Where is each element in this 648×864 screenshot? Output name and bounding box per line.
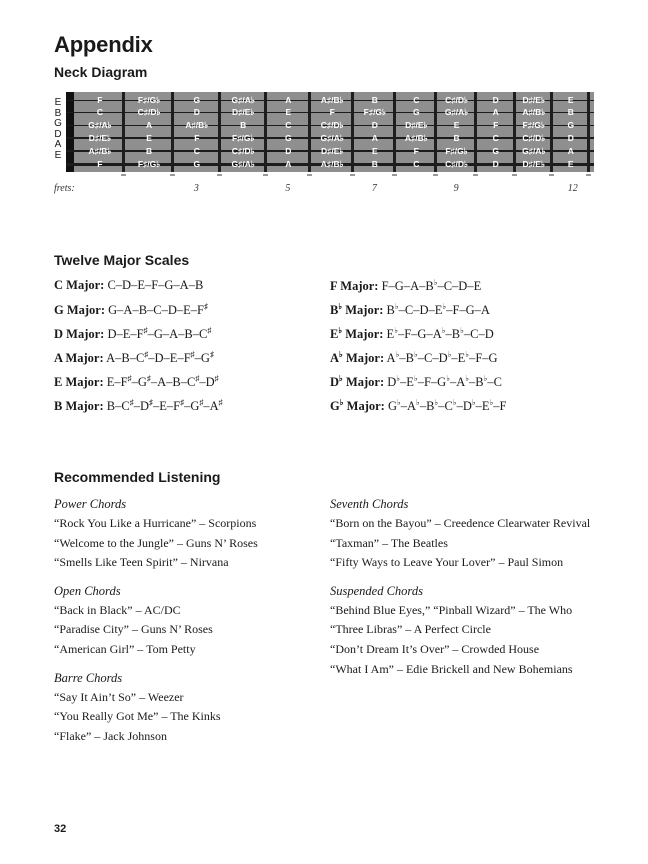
string-name: E (54, 149, 62, 161)
listening-category: Suspended Chords (330, 583, 423, 598)
scale-row (54, 326, 324, 350)
page-number: 32 (54, 823, 67, 835)
scale-key: A Major: (54, 351, 104, 365)
fret-note: D♯/E♭ (522, 94, 545, 105)
fret-note: D (492, 158, 499, 169)
fret-note: C♯/D♭ (445, 158, 469, 169)
scale-key: E♭ Major: (330, 326, 384, 341)
scale-notes: D♭–E♭–F–G♭–A♭–B♭–C (387, 374, 503, 389)
fret-note: E (146, 132, 152, 143)
scale-notes: G–A–B–C–D–E–F♯ (108, 302, 208, 317)
scale-key: F Major: (330, 279, 379, 293)
fret-note: F♯/G♭ (137, 94, 161, 105)
fret-note: A♯/B♭ (404, 132, 428, 143)
string-name: B (54, 107, 62, 119)
fret-wire (122, 92, 125, 172)
scale-row (330, 278, 600, 302)
fret-note: A♯/B♭ (320, 158, 344, 169)
scale-notes: E♭–F–G–A♭–B♭–C–D (386, 326, 494, 341)
song-item: “Say It Ain’t So” – Weezer (54, 689, 184, 704)
fret-note: F (97, 94, 103, 105)
fret-note: F♯/G♭ (232, 132, 255, 143)
fret-note: G (285, 132, 292, 143)
scale-notes: B–C♯–D♯–E–F♯–G♯–A♯ (106, 398, 223, 413)
song-item: “Flake” – Jack Johnson (54, 728, 167, 743)
fret-note: A♯/B♭ (88, 145, 112, 156)
fret-note: C♯/D♭ (445, 94, 469, 105)
neck-diagram-heading: Neck Diagram (54, 64, 148, 80)
fret-note: D♯/E♭ (321, 145, 344, 156)
fret-note: E (372, 145, 378, 156)
fret-note: A (285, 158, 292, 169)
fret-note: C♯/D♭ (137, 107, 161, 118)
scale-notes: D–E–F♯–G–A–B–C♯ (107, 326, 212, 341)
scale-row (54, 278, 324, 302)
fret-note: D♯/E♭ (232, 107, 255, 118)
fret-note: F (493, 120, 499, 131)
fret-note: A (492, 107, 499, 118)
fret-note: C (193, 145, 200, 156)
fret-note: B (567, 107, 574, 118)
fret-note: G♯/A♭ (522, 145, 546, 156)
song-item: “American Girl” – Tom Petty (54, 641, 196, 656)
listening-category: Power Chords (54, 497, 127, 511)
fret-note: A♯/B♭ (185, 120, 209, 131)
fret-note: C (413, 158, 420, 169)
scale-key: B♭ Major: (330, 302, 384, 317)
fret-note: F (194, 132, 200, 143)
fret-note: D♯/E♭ (88, 132, 112, 143)
fret-note: C (492, 132, 499, 143)
song-item: “Smells Like Teen Spirit” – Nirvana (54, 555, 229, 570)
scales-right-column (330, 278, 600, 422)
fret-labels (54, 183, 600, 197)
fret-note: D (285, 145, 292, 156)
fret-note: A (371, 132, 378, 143)
listening-left-column (54, 494, 344, 746)
scale-key: B Major: (54, 399, 104, 413)
fret-note: D♯/E♭ (405, 120, 428, 131)
scales-left-column (54, 278, 324, 422)
nut (66, 92, 74, 172)
string-names (52, 98, 64, 161)
scale-row (330, 302, 600, 326)
scale-notes: G♭–A♭–B♭–C♭–D♭–E♭–F (387, 398, 507, 413)
fret-note: B (371, 94, 378, 105)
scale-notes: A–B–C♯–D–E–F♯–G♯ (106, 350, 214, 365)
fret-note: F♯/G♭ (363, 107, 387, 118)
scale-notes: F–G–A–B♭–C–D–E (381, 278, 482, 293)
scale-row (54, 374, 324, 398)
fret-marker-label: 7 (371, 183, 377, 194)
song-item: “Welcome to the Jungle” – Guns N’ Roses (54, 535, 258, 550)
song-item: “You Really Got Me” – The Kinks (54, 709, 221, 724)
fret-note: D (567, 132, 574, 143)
fret-note: B (240, 120, 247, 131)
song-item: “Paradise City” – Guns N’ Roses (54, 622, 213, 637)
neck-diagram (52, 90, 598, 174)
fret-note: F (329, 107, 335, 118)
song-item: “Fifty Ways to Leave Your Lover” – Paul Simon (330, 555, 564, 570)
scale-key: E Major: (54, 375, 104, 389)
listening-heading: Recommended Listening (54, 469, 221, 485)
scale-row (330, 350, 600, 374)
listening-category: Barre Chords (54, 670, 123, 685)
fret-marker-label: 3 (193, 183, 199, 194)
scale-row (54, 398, 324, 422)
song-item: “Back in Black” – AC/DC (54, 602, 181, 617)
fret-note: A♯/B♭ (522, 107, 546, 118)
scale-key: D Major: (54, 327, 105, 341)
fret-marker-label: 9 (453, 183, 459, 194)
string-name: G (54, 118, 62, 129)
song-item: “Taxman” – The Beatles (330, 535, 448, 550)
scale-key: C Major: (54, 278, 105, 292)
song-item: “Born on the Bayou” – Creedence Clearwater Revival (330, 516, 591, 530)
fret-note: G (193, 158, 201, 169)
fret-note: D♯/E♭ (522, 158, 545, 169)
fret-note: A (285, 94, 292, 105)
fret-marker-label: 5 (285, 183, 291, 194)
scale-key: D♭ Major: (330, 374, 385, 389)
fret-note: E (285, 107, 292, 118)
fret-note: A (567, 145, 574, 156)
scale-key: G♭ Major: (330, 398, 385, 413)
fretboard (66, 92, 594, 172)
song-item: “Don’t Dream It’s Over” – Crowded House (330, 641, 540, 656)
fret-note: E (567, 158, 574, 169)
string-name: A (54, 139, 62, 150)
fret-note: C (413, 94, 420, 105)
fret-note: G (567, 120, 575, 131)
song-item: “What I Am” – Edie Brickell and New Bohemians (330, 661, 573, 676)
fret-note: G (492, 145, 500, 156)
fret-note: B (145, 145, 153, 156)
scale-row (54, 302, 324, 326)
fret-note: F♯/G♭ (445, 145, 468, 156)
page-title: Appendix (54, 32, 153, 57)
fret-note: F♯/G♭ (137, 158, 161, 169)
listening-right-column (330, 494, 620, 679)
fret-note: A♯/B♭ (320, 94, 344, 105)
scale-row (330, 374, 600, 398)
scale-key: A♭ Major: (330, 350, 385, 365)
scale-notes: C–D–E–F–G–A–B (107, 278, 204, 292)
song-item: “Behind Blue Eyes,” “Pinball Wizard” – The Who (330, 602, 573, 617)
fret-note: C (96, 107, 103, 118)
string-name: D (54, 128, 62, 140)
song-item: “Three Libras” – A Perfect Circle (330, 622, 491, 637)
song-item: “Rock You Like a Hurricane” – Scorpions (54, 516, 257, 530)
fret-note: C♯/D♭ (320, 120, 344, 131)
fret-wire (171, 92, 174, 172)
frets-label: frets: (54, 183, 75, 194)
fret-note: F♯/G♭ (522, 120, 545, 131)
fret-note: B (453, 132, 460, 143)
fret-note: D (492, 94, 499, 105)
scale-notes: E–F♯–G♯–A–B–C♯–D♯ (106, 374, 219, 389)
string-name: E (54, 97, 62, 108)
fret-note: C (285, 120, 292, 131)
fret-note: F (97, 158, 103, 169)
fret-note: G♯/A♭ (231, 94, 255, 105)
scale-notes: A♭–B♭–C–D♭–E♭–F–G (386, 350, 498, 365)
scale-notes: B♭–C–D–E♭–F–G–A (386, 302, 490, 317)
fret-note: C♯/D♭ (231, 145, 255, 156)
scale-row (330, 398, 600, 422)
fret-note: G (193, 94, 201, 105)
fret-note: D (371, 120, 378, 131)
fret-note: G♯/A♭ (88, 120, 112, 131)
fret-note: G♯/A♭ (231, 158, 255, 169)
scale-row (54, 350, 324, 374)
listening-category: Seventh Chords (330, 497, 409, 511)
fret-note: B (371, 158, 378, 169)
fret-marker-label: 12 (567, 183, 578, 194)
fret-note: D (193, 107, 200, 118)
scales-heading: Twelve Major Scales (54, 252, 190, 268)
scale-row (330, 326, 600, 350)
fret-note: C♯/D♭ (522, 132, 546, 143)
scale-key: G Major: (54, 303, 106, 317)
fret-note: G♯/A♭ (320, 132, 344, 143)
listening-category: Open Chords (54, 583, 121, 598)
fret-note: E (453, 120, 460, 131)
fret-note: E (567, 94, 574, 105)
fret-note: A (145, 120, 153, 131)
fret-note: G♯/A♭ (444, 107, 469, 118)
fret-note: F (413, 145, 419, 156)
fret-note: G (412, 107, 420, 118)
